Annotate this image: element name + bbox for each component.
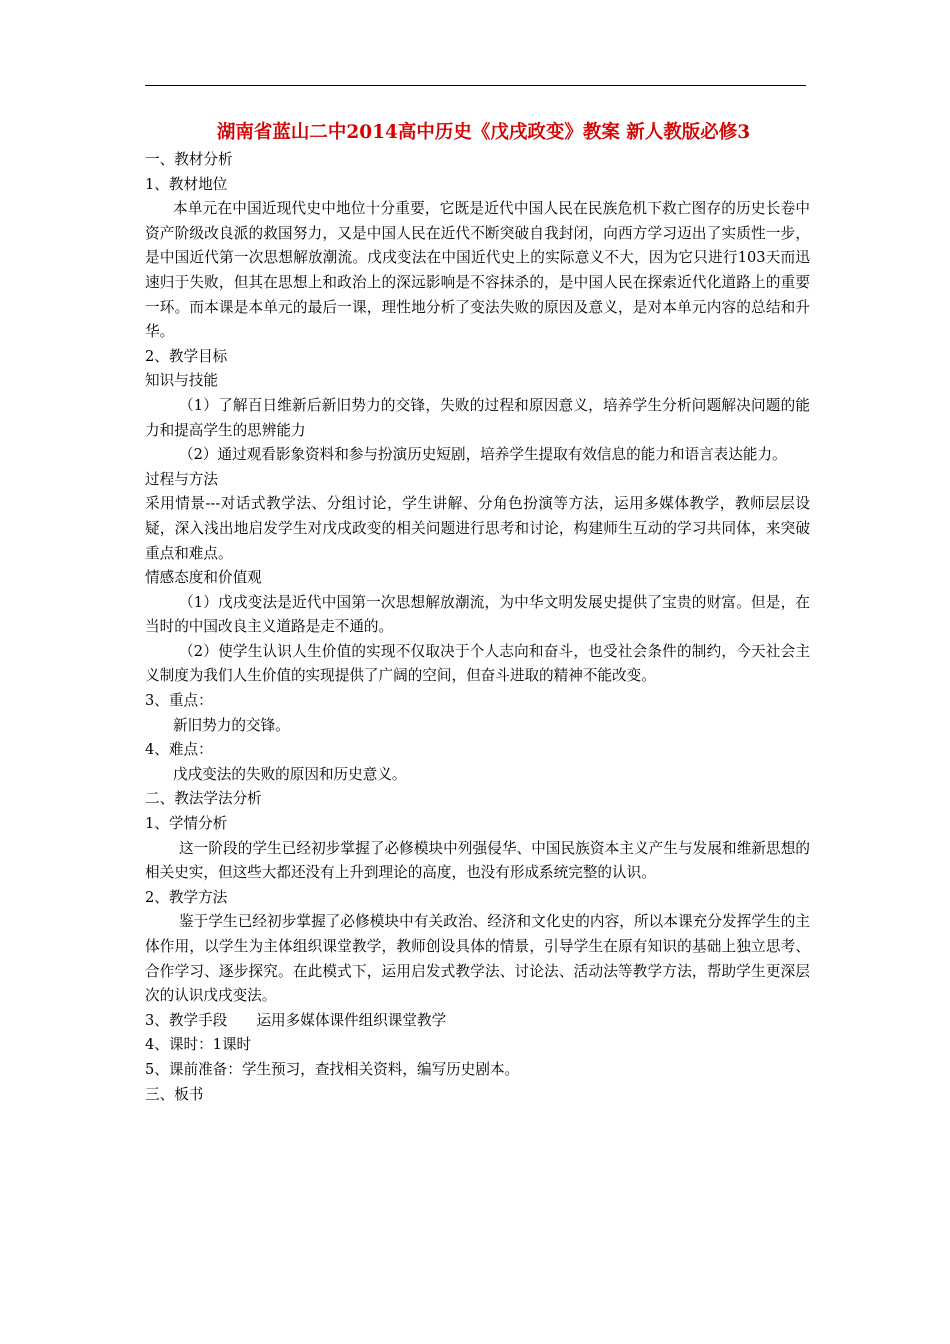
paragraph: （1）戊戌变法是近代中国第一次思想解放潮流，为中华文明发展史提供了宝贵的财富。但是，在当时的中国改良主义道路是走不通的。	[145, 593, 810, 636]
paragraph: 这一阶段的学生已经初步掌握了必修模块中列强侵华、中国民族资本主义产生与发展和维新思想的相关史实，但这些大都还没有上升到理论的高度，也没有形成系统完整的认识。	[145, 839, 810, 882]
header-rule	[145, 85, 806, 86]
subsection-heading: 5、课前准备：学生预习，查找相关资料，编写历史剧本。	[145, 1060, 520, 1078]
paragraph: （2）使学生认识人生价值的实现不仅取决于个人志向和奋斗，也受社会条件的制约，今天社会主义制度为我们人生价值的实现提供了广阔的空间，但奋斗进取的精神不能改变。	[145, 642, 810, 685]
paragraph: （1）了解百日维新后新旧势力的交锋，失败的过程和原因意义，培养学生分析问题解决问题的能力和提高学生的思辨能力	[145, 396, 810, 439]
document-title: 湖南省蓝山二中2014高中历史《戊戌政变》教案 新人教版必修3	[216, 122, 751, 143]
subsection-heading: 3、教学手段 运用多媒体课件组织课堂教学	[145, 1011, 447, 1029]
paragraph: 本单元在中国近现代史中地位十分重要，它既是近代中国人民在民族危机下救亡图存的历史长卷中资产阶级改良派的救国努力，又是中国人民在近代不断突破自我封闭，向西方学习迈出了实质性一步，是中国近代第一次思想解放潮流。戊戌变法在中国近代史上的实际意义不大，因为它只进行103天而迅速归于失败，但其在思想上和政治上的深远影响是不容抹杀的，是中国人民在探索近代化道路上的重要一环。而本课是本单元的最后一课，理性地分析了变法失败的原因及意义，是对本单元内容的总结和升华。	[145, 200, 810, 341]
objective-heading: 知识与技能	[145, 372, 218, 390]
subsection-heading: 4、课时：1课时	[145, 1036, 252, 1054]
paragraph: 新旧势力的交锋。	[173, 716, 290, 734]
section-heading: 二、教法学法分析	[145, 790, 262, 808]
subsection-heading: 4、难点：	[145, 741, 213, 759]
objective-heading: 情感态度和价值观	[145, 569, 262, 587]
paragraph: 戊戌变法的失败的原因和历史意义。	[173, 765, 407, 783]
paragraph: 采用情景---对话式教学法、分组讨论，学生讲解、分角色扮演等方法，运用多媒体教学，教师层层设疑，深入浅出地启发学生对戊戌政变的相关问题进行思考和讨论，构建师生互动的学习共同体，来突破重点和难点。	[145, 495, 810, 562]
paragraph: 鉴于学生已经初步掌握了必修模块中有关政治、经济和文化史的内容，所以本课充分发挥学生的主体作用，以学生为主体组织课堂教学，教师创设具体的情景，引导学生在原有知识的基础上独立思考、合作学习、逐步探究。在此模式下，运用启发式教学法、讨论法、活动法等教学方法，帮助学生更深层次的认识戊戌变法。	[145, 913, 810, 1005]
subsection-heading: 2、教学方法	[145, 888, 228, 906]
paragraph: （2）通过观看影象资料和参与扮演历史短剧，培养学生提取有效信息的能力和语言表达能力。	[179, 446, 787, 464]
section-heading: 三、板书	[145, 1085, 204, 1103]
subsection-heading: 1、教材地位	[145, 175, 228, 193]
section-heading: 一、教材分析	[145, 151, 233, 168]
subsection-heading: 2、教学目标	[145, 347, 228, 365]
objective-heading: 过程与方法	[145, 470, 218, 488]
document-body	[145, 118, 810, 1107]
subsection-heading: 3、重点：	[145, 692, 213, 710]
subsection-heading: 1、学情分析	[145, 815, 228, 833]
